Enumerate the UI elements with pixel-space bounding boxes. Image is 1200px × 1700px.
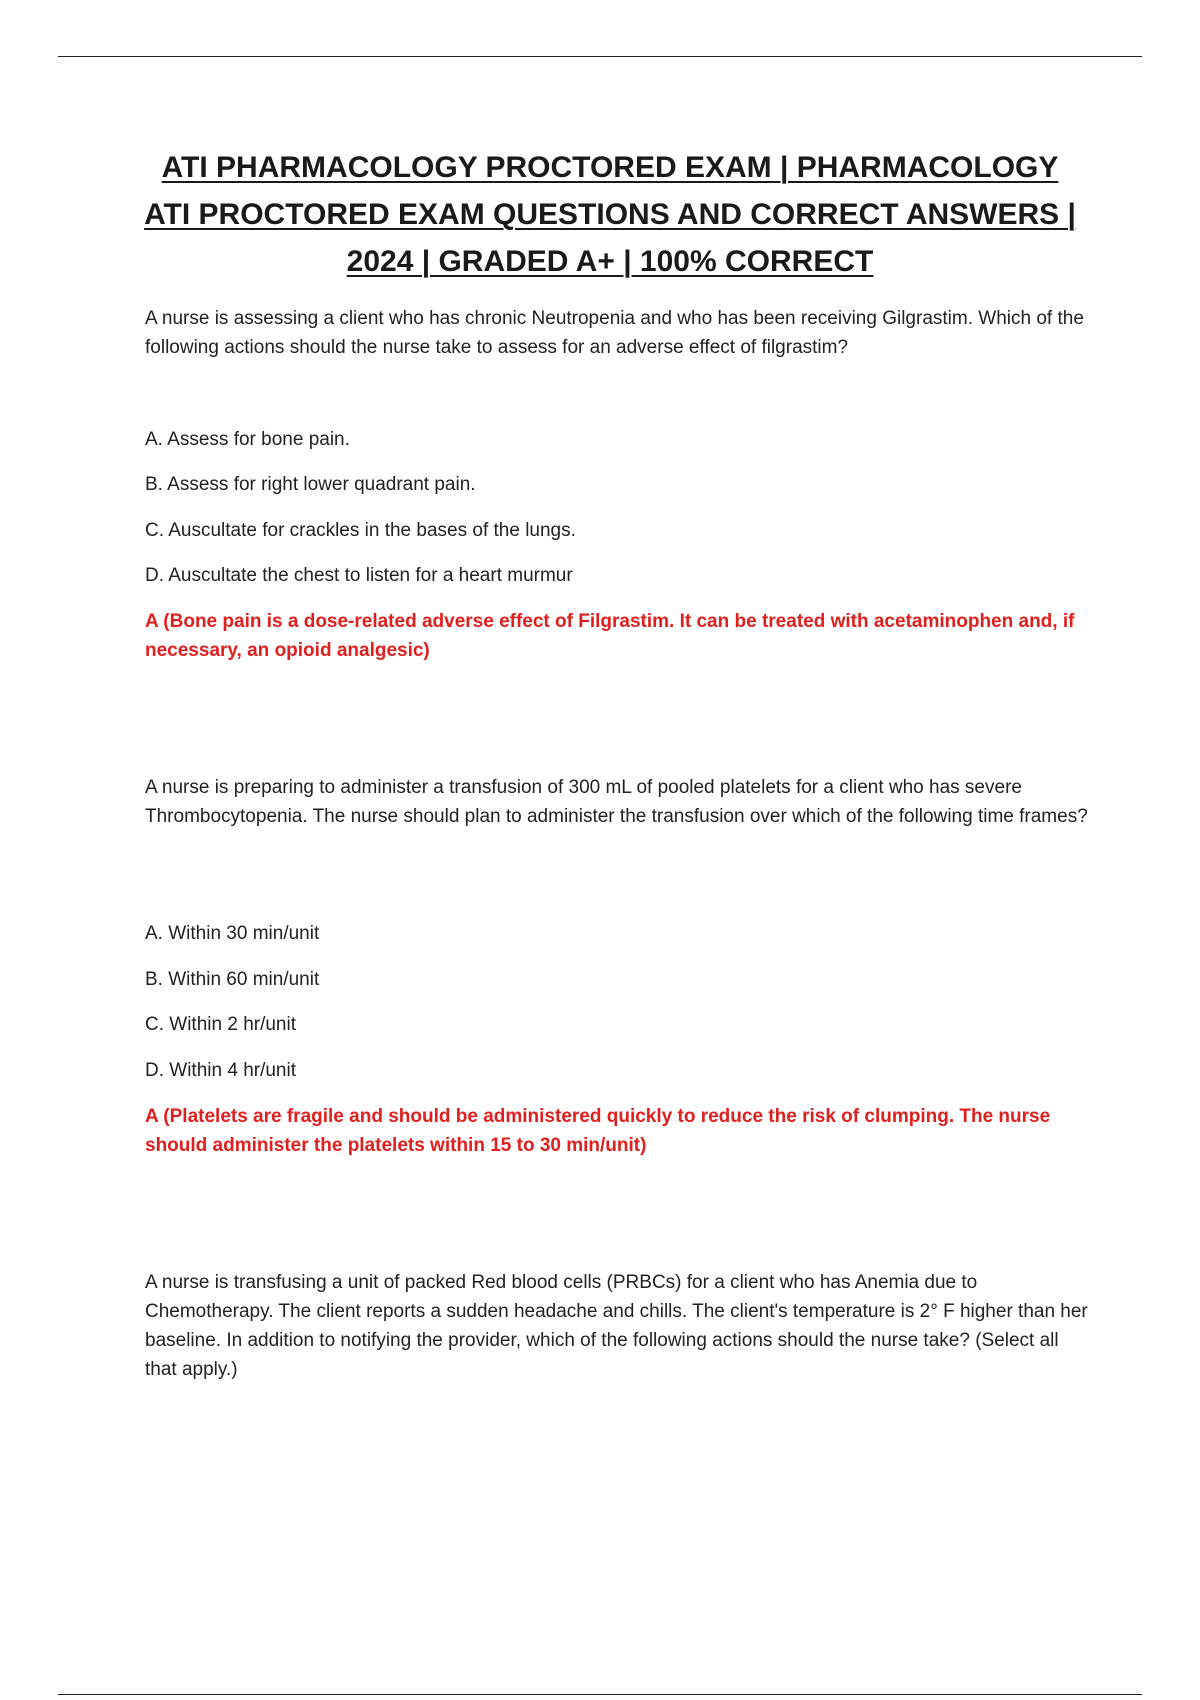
title-line-3: 2024 | GRADED A+ | 100% CORRECT <box>346 245 874 278</box>
question-1-answer: A (Bone pain is a dose-related adverse effect of Filgrastim. It can be treated with acetaminophen and, if necessary, an opioid analgesic) <box>145 611 1075 661</box>
question-2-text: A nurse is preparing to administer a transfusion of 300 mL of pooled platelets for a client who has severe Thrombocytopenia. The nurse should plan to administer the transfusion over which of the following time frames? <box>145 777 1088 827</box>
question-1-option-d: D. Auscultate the chest to listen for a heart murmur <box>145 565 573 586</box>
question-1-option-a: A. Assess for bone pain. <box>145 429 350 450</box>
top-rule <box>58 56 1142 57</box>
question-1-text: A nurse is assessing a client who has chronic Neutropenia and who has been receiving Gilgrastim. Which of the following actions should the nurse take to assess for an adverse effect of filgrastim? <box>145 308 1084 358</box>
document-title <box>130 144 1090 285</box>
question-1-option-b: B. Assess for right lower quadrant pain. <box>145 474 476 495</box>
question-3-text: A nurse is transfusing a unit of packed Red blood cells (PRBCs) for a client who has Anemia due to Chemotherapy. The client reports a sudden headache and chills. The client's temperature is 2° F higher than her baseline. In addition to notifying the provider, which of the following actions should the nurse take? (Select all that apply.) <box>145 1272 1088 1380</box>
question-2-option-c: C. Within 2 hr/unit <box>145 1014 296 1035</box>
bottom-rule <box>58 1694 1142 1695</box>
question-2-option-b: B. Within 60 min/unit <box>145 969 320 990</box>
question-1-option-c: C. Auscultate for crackles in the bases of the lungs. <box>145 520 576 541</box>
question-2-option-a: A. Within 30 min/unit <box>145 923 320 944</box>
title-line-2: ATI PROCTORED EXAM QUESTIONS AND CORRECT ANSWERS | <box>144 198 1076 231</box>
question-2-option-d: D. Within 4 hr/unit <box>145 1060 296 1081</box>
question-2-answer: A (Platelets are fragile and should be administered quickly to reduce the risk of clumping. The nurse should administer the platelets within 15 to 30 min/unit) <box>145 1106 1051 1156</box>
title-line-1: ATI PHARMACOLOGY PROCTORED EXAM | PHARMACOLOGY <box>161 151 1059 184</box>
